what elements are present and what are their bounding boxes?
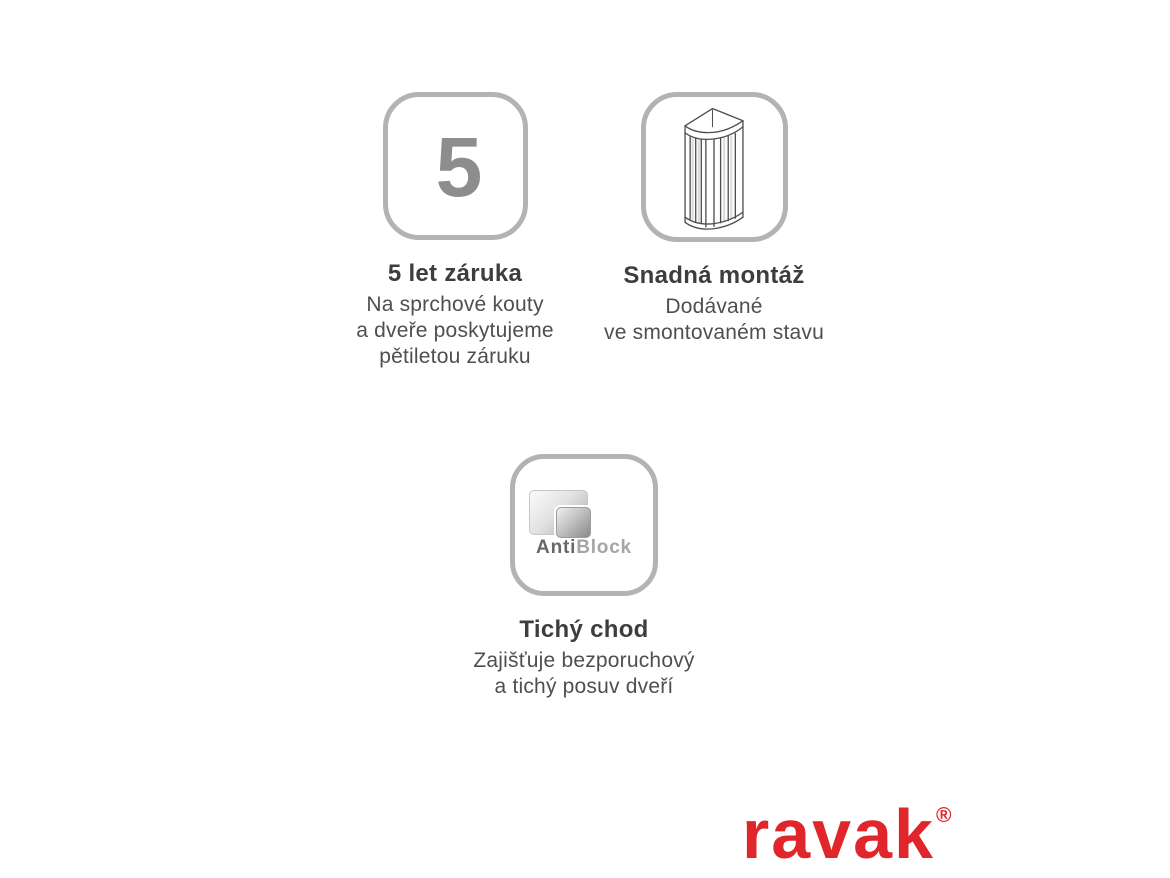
ravak-logo-text: ravak: [742, 795, 935, 873]
feature-title: 5 let záruka: [387, 260, 523, 287]
antiblock-label-block: Block: [576, 537, 632, 558]
antiblock-icon: [510, 454, 658, 596]
antiblock-label: [515, 537, 653, 560]
antiblock-front-square: [556, 507, 591, 538]
feature-line: Dodávané: [665, 295, 763, 318]
warranty-5-icon: [383, 92, 528, 240]
feature-line: a dveře poskytujeme: [356, 319, 554, 342]
feature-warranty: [305, 92, 605, 370]
antiblock-label-anti: Anti: [536, 537, 577, 558]
feature-line: Na sprchové kouty: [366, 293, 544, 316]
feature-line: a tichý posuv dveří: [494, 675, 674, 698]
registered-trademark-icon: ®: [935, 804, 952, 827]
feature-line: Zajišťuje bezporuchový: [473, 649, 695, 672]
feature-easy-assembly: [564, 92, 864, 346]
ravak-logo: [742, 795, 952, 873]
shower-enclosure-icon: [641, 92, 788, 242]
warranty-number: 5: [435, 120, 483, 214]
feature-line: ve smontovaném stavu: [604, 321, 824, 344]
feature-title: Tichý chod: [519, 616, 649, 643]
feature-title: Snadná montáž: [623, 262, 805, 289]
shower-enclosure-drawing: [682, 106, 746, 237]
feature-line: pětiletou záruku: [379, 345, 531, 368]
feature-quiet-operation: [434, 454, 734, 700]
